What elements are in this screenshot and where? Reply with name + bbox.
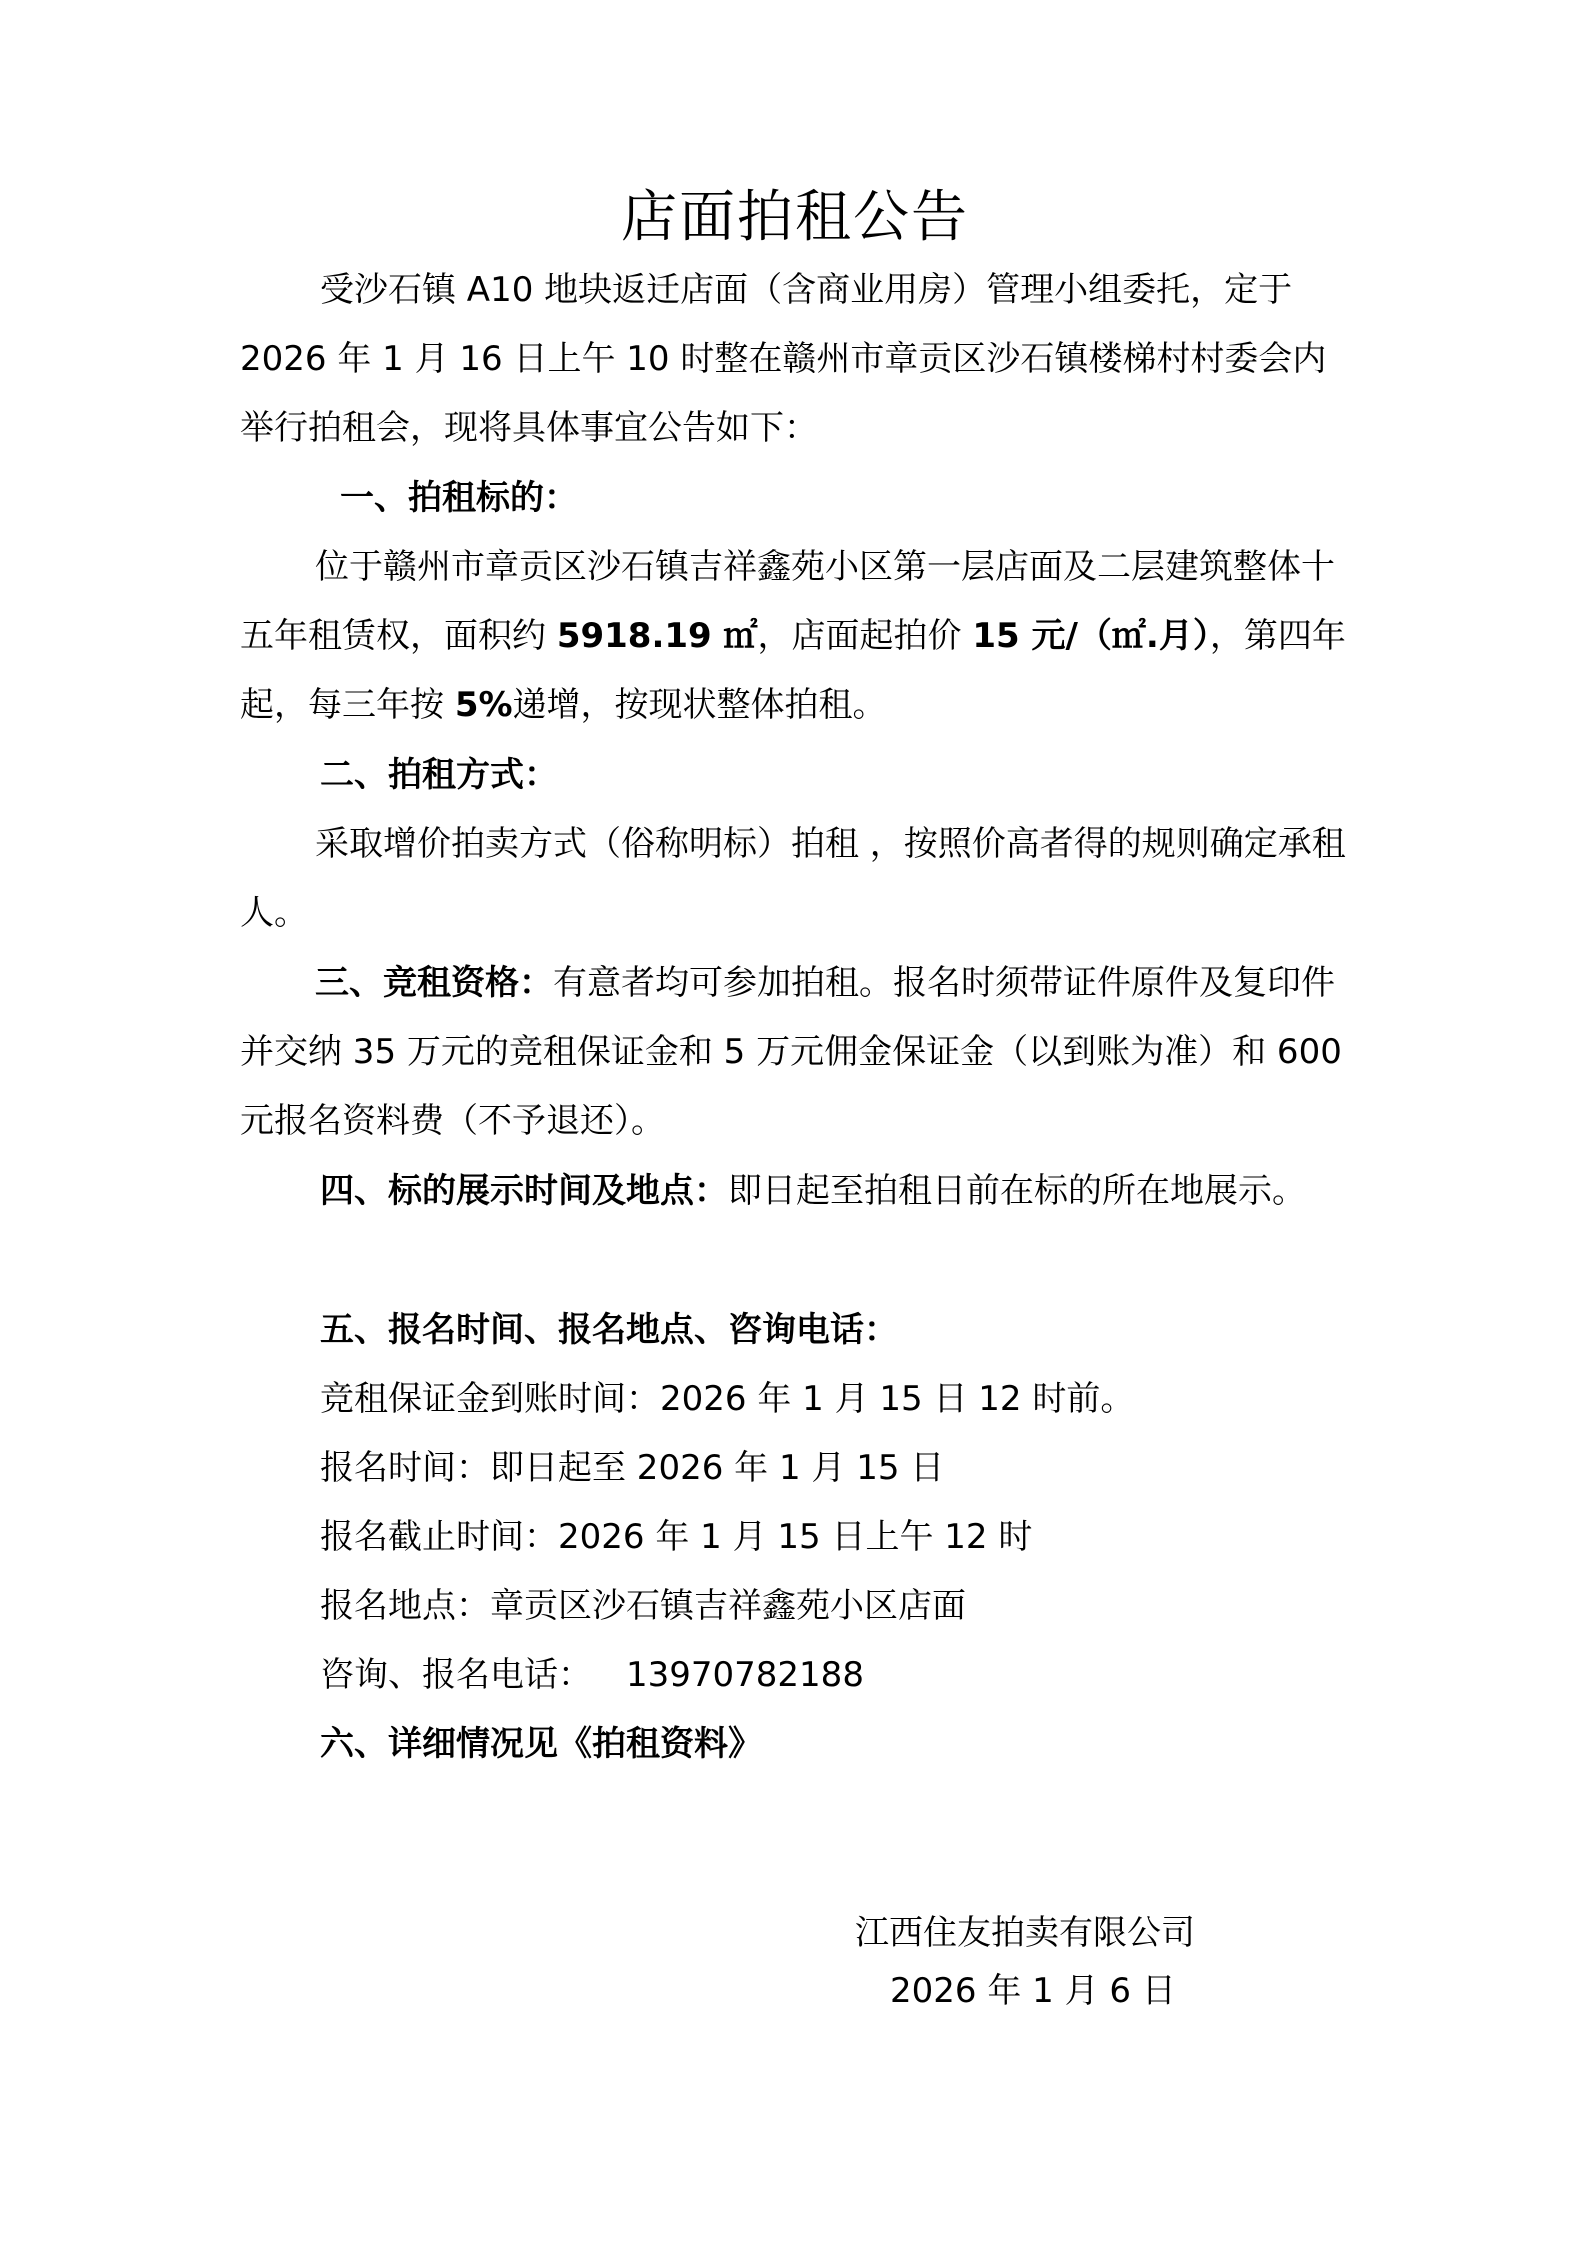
section-1-area: 5918.19 ㎡ (556, 616, 758, 656)
section-2-text: 采取增价拍卖方式（俗称明标）拍租 ，按照价高者得的规则确定承租人。 (240, 824, 1346, 933)
page-title: 店面拍租公告 (621, 185, 969, 250)
section-3-paragraph (240, 949, 1350, 1156)
section-1-text (240, 533, 1350, 740)
section-6-heading: 六、详细情况见《拍租资料》 (320, 1724, 762, 1764)
section-1-price: 15 元/（㎡.月） (972, 616, 1210, 656)
contact-phone-line (320, 1641, 864, 1710)
section-5-heading: 五、报名时间、报名地点、咨询电话： (320, 1310, 898, 1350)
deposit-deadline: 竞租保证金到账时间：2026 年 1 月 15 日 12 时前。 (320, 1379, 1135, 1419)
section-4-paragraph (240, 1157, 1350, 1226)
section-4-text: 即日起至拍租日前在标的所在地展示。 (728, 1171, 1306, 1211)
phone-label: 咨询、报名电话： (320, 1655, 592, 1695)
section-1-text-b: ，店面起拍价 (757, 616, 973, 656)
section-1-rate: 5% (454, 685, 513, 725)
signature-date: 2026 年 1 月 6 日 (890, 1971, 1176, 2011)
signup-deadline: 报名截止时间：2026 年 1 月 15 日上午 12 时 (320, 1517, 1033, 1557)
signup-place: 报名地点：章贡区沙石镇吉祥鑫苑小区店面 (320, 1586, 966, 1626)
section-3-text: 有意者均可参加拍租。报名时须带证件原件及复印件并交纳 35 万元的竞租保证金和 5 万元佣金保证金（以到账为准）和 600 元报名资料费（不予退还）。 (240, 963, 1342, 1141)
section-1-heading: 一、拍租标的： (340, 478, 578, 518)
section-2-heading: 二、拍租方式： (320, 755, 558, 795)
section-1-text-c: ，第四年起，每三年按 (240, 616, 1346, 725)
intro-paragraph: 受沙石镇 A10 地块返迁店面（含商业用房）管理小组委托，定于 2026 年 1 月 16 日上午 10 时整在赣州市章贡区沙石镇楼梯村村委会内举行拍租会，现将具体事宜公告如下： (240, 270, 1327, 448)
phone-number: 13970782188 (626, 1655, 864, 1695)
section-3-heading: 三、竞租资格： (315, 963, 553, 1003)
signup-time: 报名时间：即日起至 2026 年 1 月 15 日 (320, 1448, 945, 1488)
section-1-text-a: 位于赣州市章贡区沙石镇吉祥鑫苑小区第一层店面及二层建筑整体十五年租赁权，面积约 (240, 547, 1335, 656)
signature-company: 江西住友拍卖有限公司 (855, 1913, 1195, 1953)
section-4-heading: 四、标的展示时间及地点： (320, 1171, 728, 1211)
section-1-text-d: 递增，按现状整体拍租。 (512, 685, 887, 725)
document-page (240, 0, 1350, 2244)
